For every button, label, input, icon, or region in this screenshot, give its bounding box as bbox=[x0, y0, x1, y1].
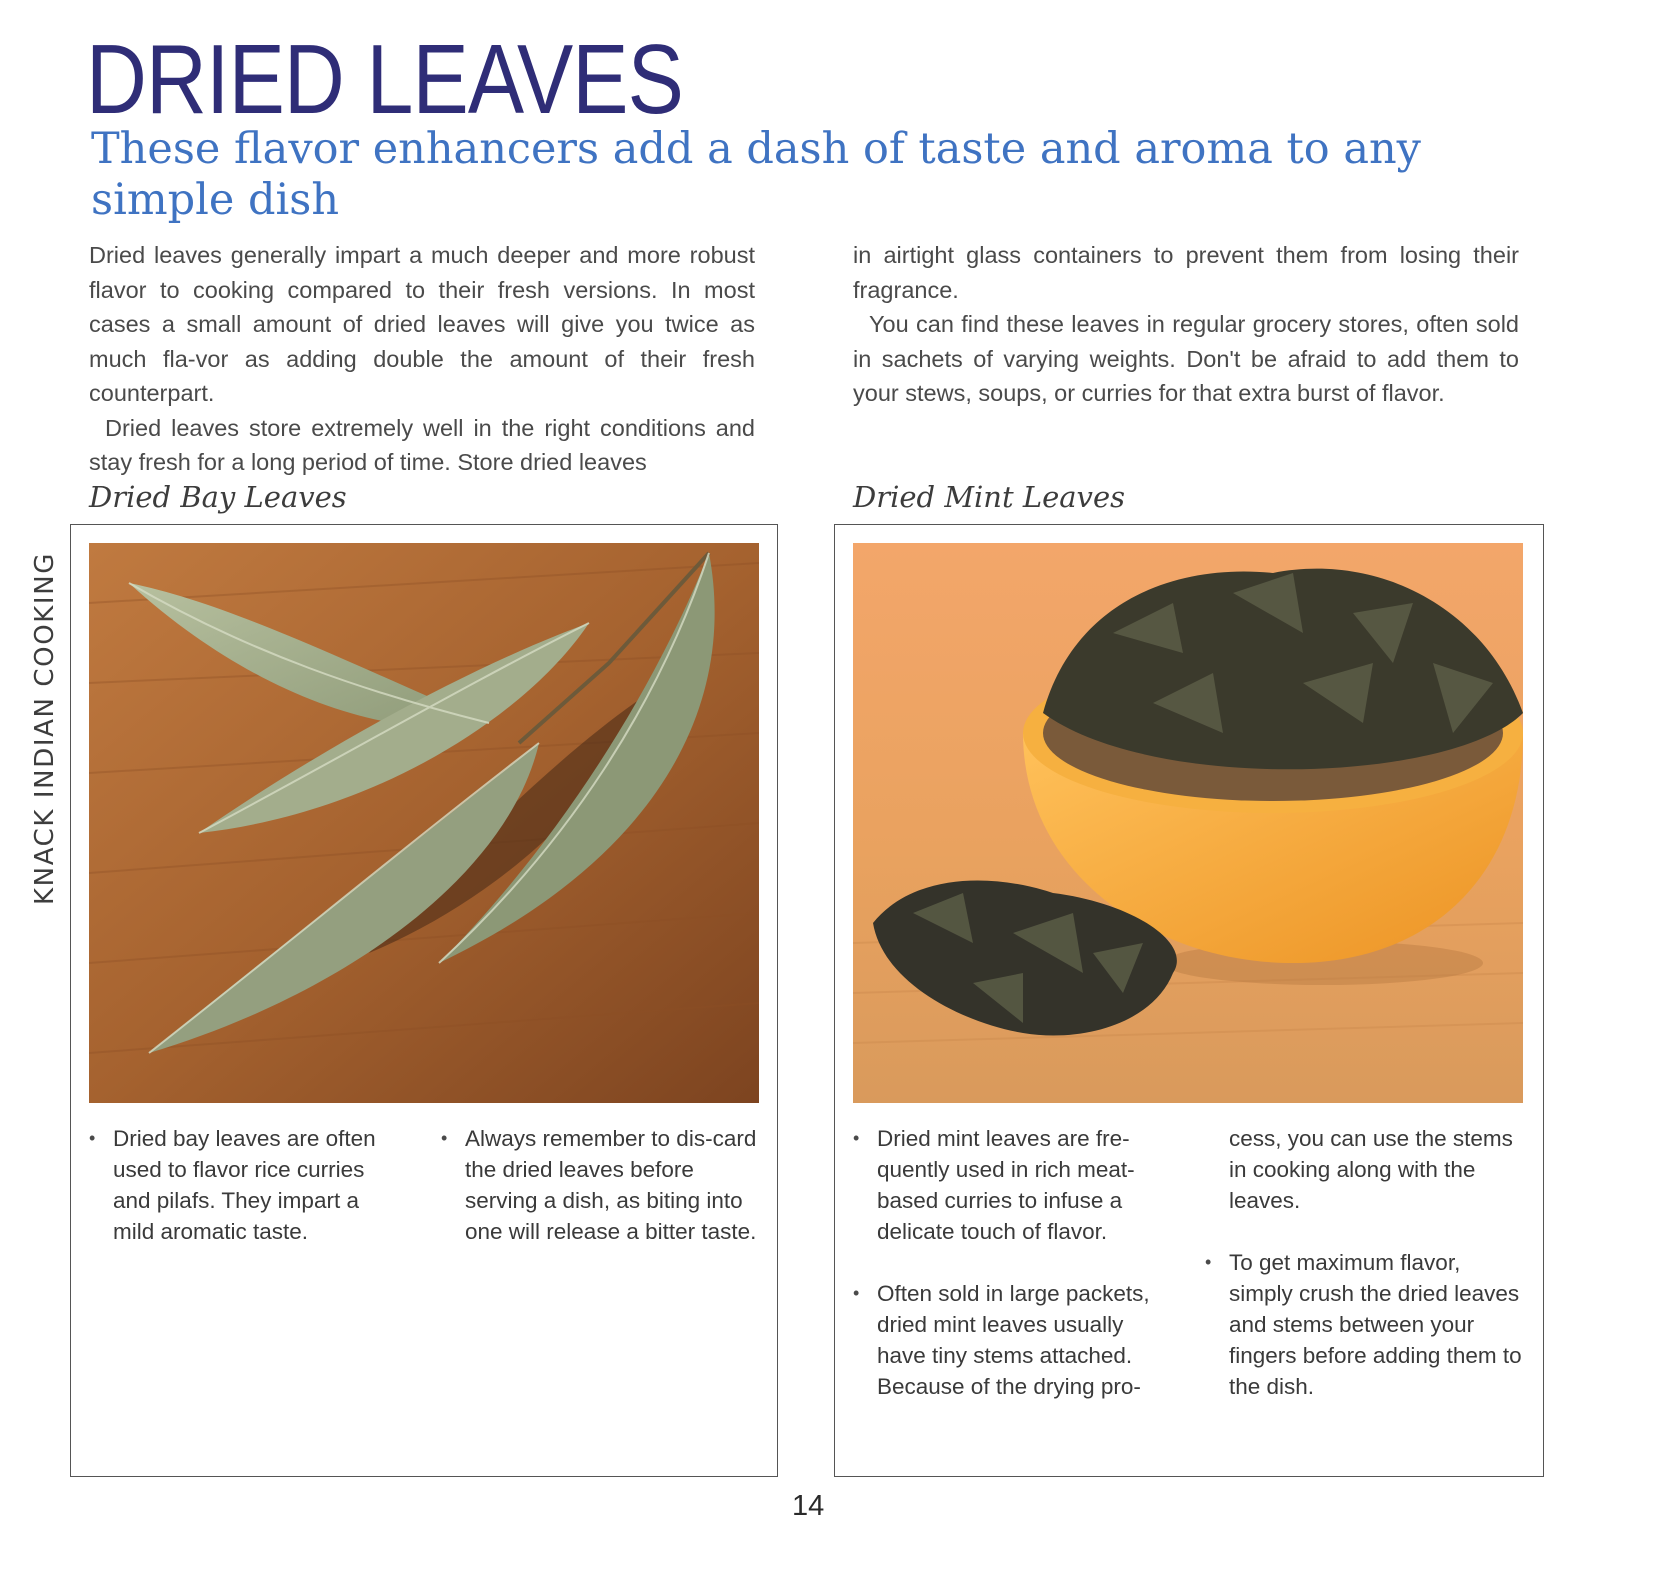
intro-paragraph: Dried leaves store extremely well in the right conditions and stay fresh for a long period of time. Store dried leaves bbox=[89, 414, 755, 475]
list-item-continuation: cess, you can use the stems in cooking along with the leaves. bbox=[1229, 1126, 1513, 1213]
page-number: 14 bbox=[792, 1490, 825, 1522]
bay-leaves-image bbox=[89, 543, 759, 1103]
mint-bullets-col2 bbox=[1205, 1123, 1525, 1433]
mint-leaves-panel bbox=[834, 524, 1544, 1477]
mint-leaves-image bbox=[853, 543, 1523, 1103]
mint-leaves-caption: Dried Mint Leaves bbox=[853, 480, 1125, 514]
bay-leaves-caption: Dried Bay Leaves bbox=[89, 480, 347, 514]
intro-paragraph: in airtight glass containers to prevent them from losing their fragrance. bbox=[853, 242, 1519, 303]
mint-leaves-photo bbox=[853, 543, 1523, 1103]
bay-bullets-col2 bbox=[441, 1123, 757, 1278]
list-item: • Dried bay leaves are often used to flavor rice curries and pilafs. They impart a mild aromatic taste. bbox=[89, 1123, 389, 1247]
bay-leaves-panel bbox=[70, 524, 778, 1477]
intro-column-left bbox=[89, 238, 755, 480]
page-subtitle: These flavor enhancers add a dash of taste and aroma to any simple dish bbox=[91, 124, 1421, 225]
list-item: • Always remember to dis-card the dried leaves before serving a dish, as biting into one will release a bitter taste. bbox=[441, 1123, 757, 1247]
intro-paragraph: You can find these leaves in regular grocery stores, often sold in sachets of varying weights. Don't be afraid to add them to your stews, soups, or curries for that extra burst of flavor. bbox=[853, 311, 1519, 406]
intro-paragraph: Dried leaves generally impart a much deeper and more robust flavor to cooking compared to their fresh versions. In most cases a small amount of dried leaves will give you twice as much fla-vor as adding double the amount of their fresh counterpart. bbox=[89, 242, 755, 406]
bay-leaves-photo bbox=[89, 543, 759, 1103]
page-title: DRIED LEAVES bbox=[86, 24, 684, 134]
list-item: • Dried mint leaves are fre-quently used in rich meat-based curries to infuse a delicate touch of flavor. bbox=[853, 1123, 1169, 1247]
list-item: • To get maximum flavor, simply crush the dried leaves and stems between your fingers before adding them to the dish. bbox=[1205, 1247, 1525, 1402]
bay-bullets-col1 bbox=[89, 1123, 389, 1278]
book-side-label: KNACK INDIAN COOKING bbox=[30, 551, 60, 905]
list-item: • Often sold in large packets, dried mint leaves usually have tiny stems attached. Because of the drying pro- bbox=[853, 1278, 1169, 1402]
intro-column-right bbox=[853, 238, 1519, 411]
mint-bullets-col1 bbox=[853, 1123, 1169, 1433]
